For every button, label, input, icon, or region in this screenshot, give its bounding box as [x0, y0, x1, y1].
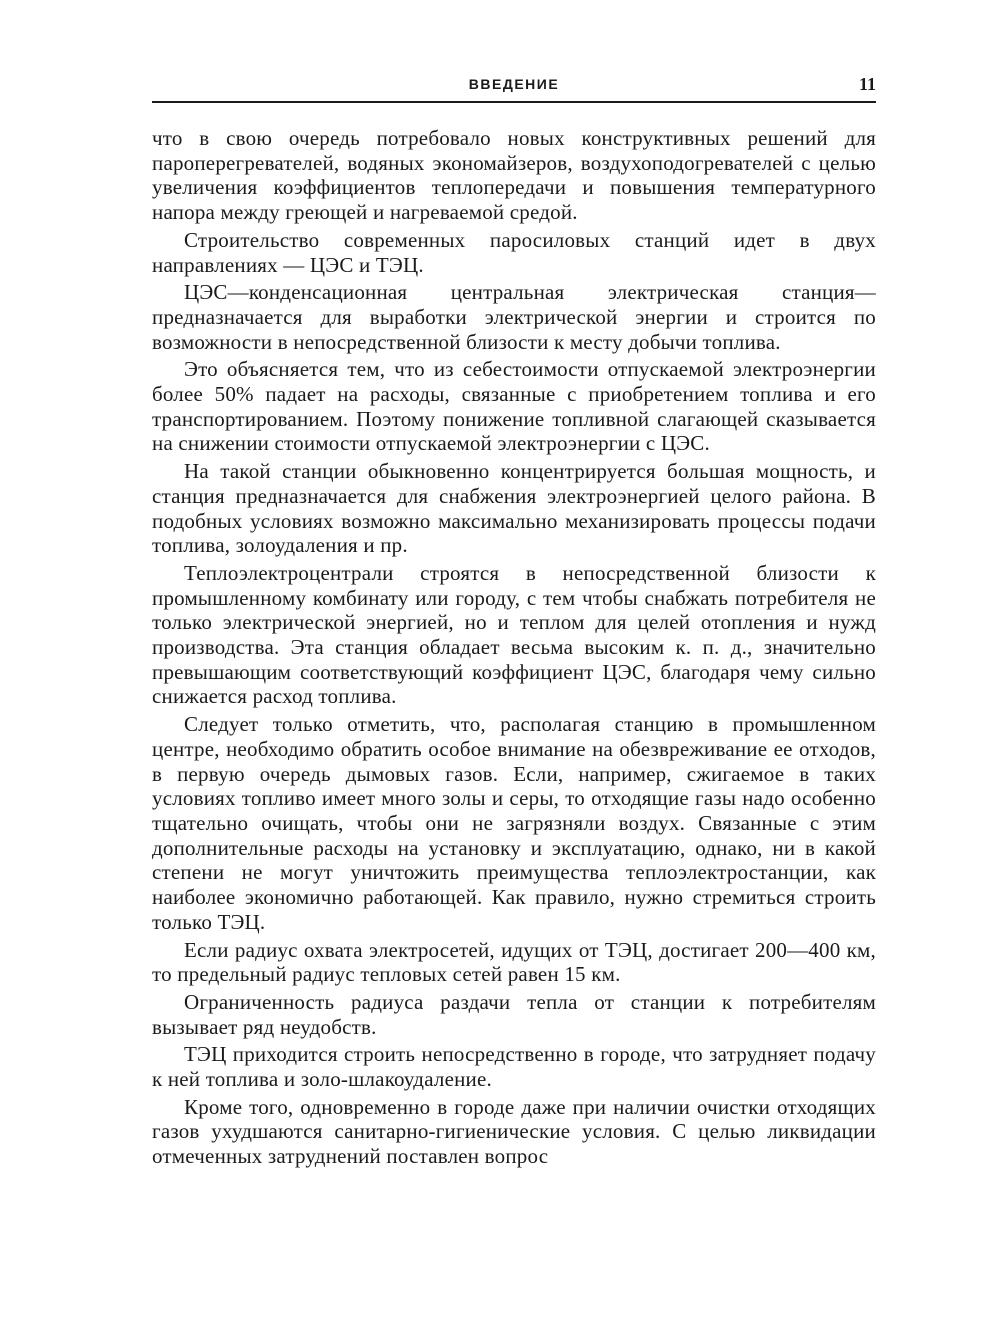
paragraph: Строительство современных паросиловых станций идет в двух направлениях — ЦЭС и ТЭЦ.: [152, 227, 876, 277]
paragraph-continued: что в свою очередь потребовало новых конструктивных решений для пароперегревателей, водяных экономайзеров, воздухоподогревателей с целью увеличения коэффициентов теплопередачи и повышения температурного напора между греющей и нагреваемой средой.: [152, 126, 876, 225]
paragraph: ТЭЦ приходится строить непосредственно в городе, что затрудняет подачу к ней топлива и золо-шлакоудаление.: [152, 1042, 876, 1092]
running-head: [152, 74, 876, 102]
book-page: [152, 74, 876, 1172]
header-rule: [152, 101, 876, 103]
paragraph: ЦЭС—конденсационная центральная электрическая станция—предназначается для выработки электрической энергии и строится по возможности в непосредственной близости к месту добычи топлива.: [152, 280, 876, 354]
body-text: [152, 126, 876, 1169]
paragraph: Теплоэлектроцентрали строятся в непосредственной близости к промышленному комбинату или городу, с тем чтобы снабжать потребителя не только электрической энергией, но и теплом для целей отопления и нужд производства. Эта станция обладает весьма высоким к. п. д., значительно превышающим соответствующий коэффициент ЦЭС, благодаря чему сильно снижается расход топлива.: [152, 560, 876, 709]
paragraph: Это объясняется тем, что из себестоимости отпускаемой электроэнергии более 50% падает на расходы, связанные с приобретением топлива и его транспортированием. Поэтому понижение топливной слагающей сказывается на снижении стоимости отпускаемой электроэнергии с ЦЭС.: [152, 357, 876, 456]
paragraph: На такой станции обыкновенно концентрируется большая мощность, и станция предназначается для снабжения электроэнергией целого района. В подобных условиях возможно максимально механизировать процессы подачи топлива, золоудаления и пр.: [152, 459, 876, 558]
paragraph: Ограниченность радиуса раздачи тепла от станции к потребителям вызывает ряд неудобств.: [152, 989, 876, 1039]
paragraph: Следует только отметить, что, располагая станцию в промышленном центре, необходимо обратить особое внимание на обезвреживание ее отходов, в первую очередь дымовых газов. Если, например, сжигаемое в таких условиях топливо имеет много золы и серы, то отходящие газы надо особенно тщательно очищать, чтобы они не загрязняли воздух. Связанные с этим дополнительные расходы на установку и эксплуатацию, однако, ни в какой степени не могут уничтожить преимущества теплоэлектростанции, как наиболее экономично работающей. Как правило, нужно стремиться строить только ТЭЦ.: [152, 712, 876, 934]
paragraph: Если радиус охвата электросетей, идущих от ТЭЦ, достигает 200—400 км, то предельный радиус тепловых сетей равен 15 км.: [152, 937, 876, 987]
paragraph: Кроме того, одновременно в городе даже при наличии очистки отходящих газов ухудшаются санитарно-гигиенические условия. С целью ликвидации отмеченных затруднений поставлен вопрос: [152, 1094, 876, 1169]
running-title: ВВЕДЕНИЕ: [468, 76, 560, 92]
page-number: 11: [858, 74, 876, 94]
